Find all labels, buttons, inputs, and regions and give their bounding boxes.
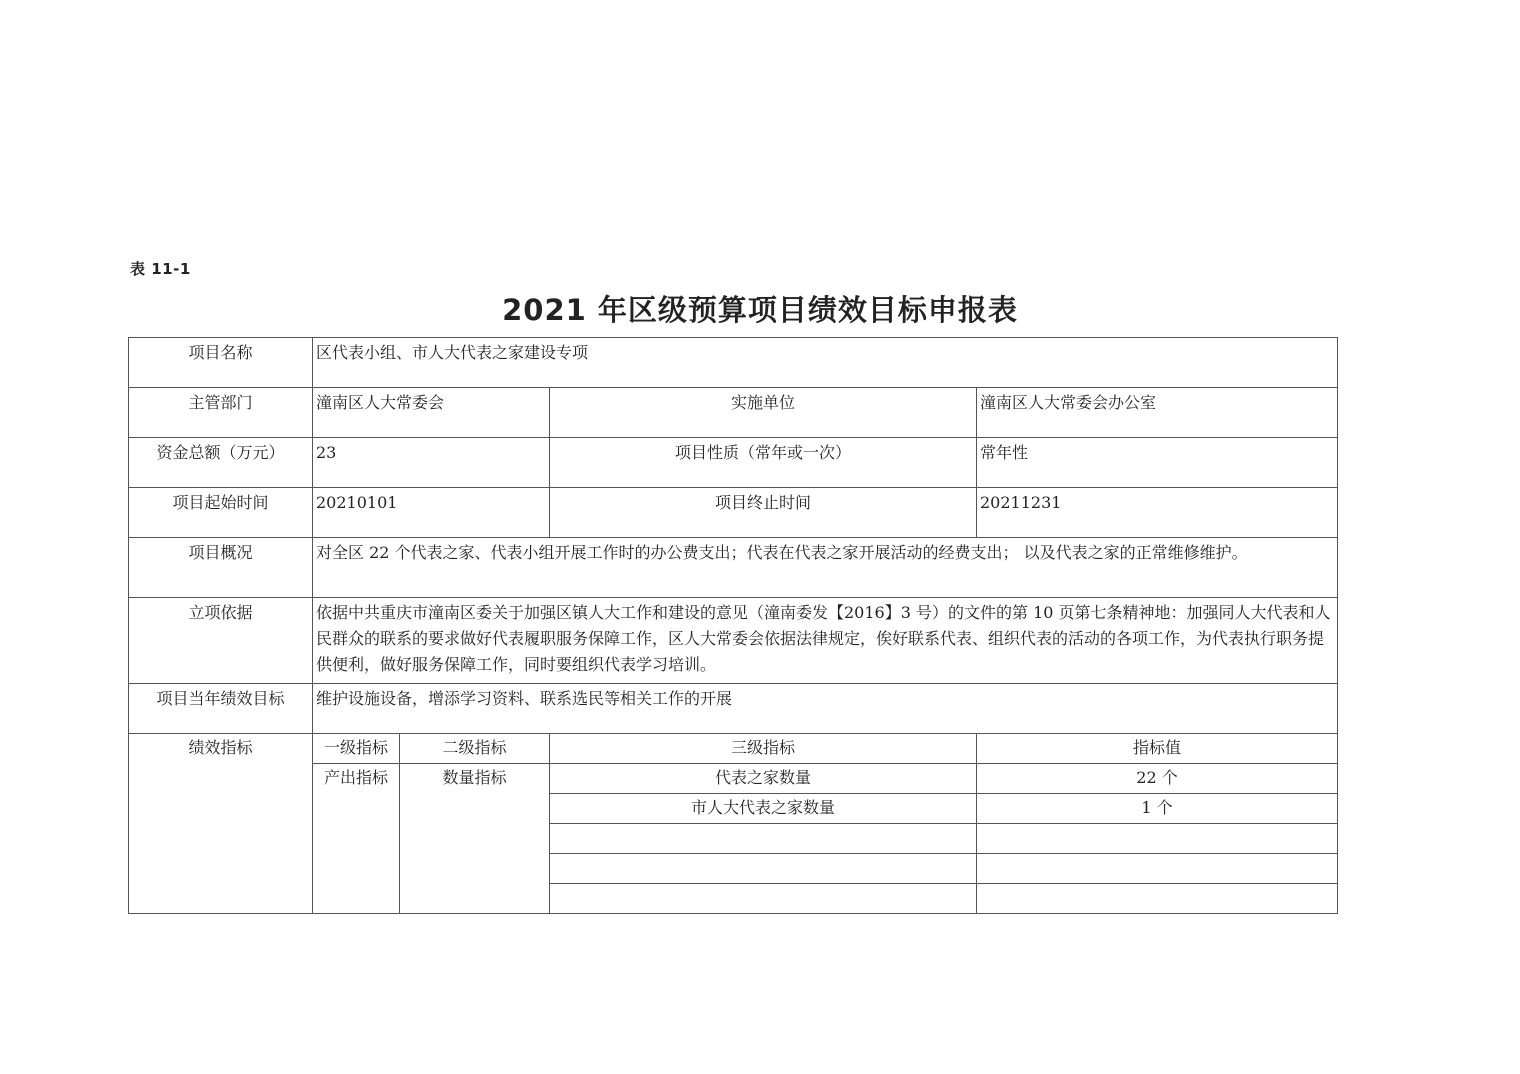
- row-basis: [129, 598, 1338, 684]
- metric-value-cell: [977, 884, 1338, 914]
- implementing-unit-value: 潼南区人大常委会办公室: [977, 388, 1338, 438]
- metric-level3-cell: [550, 824, 977, 854]
- metric-value-cell: 1 个: [977, 794, 1338, 824]
- end-date-label: 项目终止时间: [550, 488, 977, 538]
- end-date-value: 20211231: [977, 488, 1338, 538]
- quantity-metric-category: 数量指标: [400, 764, 550, 914]
- level2-header: 二级指标: [400, 734, 550, 764]
- page-title: 2021 年区级预算项目绩效目标申报表: [502, 293, 1018, 327]
- overview-label: 项目概况: [129, 538, 313, 598]
- row-funding: [129, 438, 1338, 488]
- metric-value-header: 指标值: [977, 734, 1338, 764]
- metric-value-cell: [977, 824, 1338, 854]
- fund-total-label: 资金总额（万元）: [129, 438, 313, 488]
- department-value: 潼南区人大常委会: [313, 388, 550, 438]
- row-annual-goal: [129, 684, 1338, 734]
- metrics-header-row: [129, 734, 1338, 764]
- implementing-unit-label: 实施单位: [550, 388, 977, 438]
- metric-level3-cell: [550, 884, 977, 914]
- row-dates: [129, 488, 1338, 538]
- start-date-value: 20210101: [313, 488, 550, 538]
- project-nature-value: 常年性: [977, 438, 1338, 488]
- project-name-label: 项目名称: [129, 338, 313, 388]
- metrics-label: 绩效指标: [129, 734, 313, 914]
- project-nature-label: 项目性质（常年或一次）: [550, 438, 977, 488]
- basis-value: 依据中共重庆市潼南区委关于加强区镇人大工作和建设的意见（潼南委发【2016】3 号）的文件的第 10 页第七条精神地：加强同人大代表和人民群众的联系的要求做好代表履职服务保障工作，区人大常委会依据法律规定，俟好联系代表、组织代表的活动的各项工作，为代表执行职务提供便利，做好服务保障工作，同时要组织代表学习培训。: [313, 598, 1338, 684]
- metric-level3-cell: 市人大代表之家数量: [550, 794, 977, 824]
- row-overview: [129, 538, 1338, 598]
- row-department: [129, 388, 1338, 438]
- start-date-label: 项目起始时间: [129, 488, 313, 538]
- basis-label: 立项依据: [129, 598, 313, 684]
- level1-header: 一级指标: [313, 734, 400, 764]
- metric-value-cell: [977, 854, 1338, 884]
- overview-value: 对全区 22 个代表之家、代表小组开展工作时的办公费支出；代表在代表之家开展活动的经费支出； 以及代表之家的正常维修维护。: [313, 538, 1338, 598]
- annual-goal-value: 维护设施设备，增添学习资料、联系选民等相关工作的开展: [313, 684, 1338, 734]
- table-number: 表 11-1: [130, 260, 191, 278]
- project-name-value: 区代表小组、市人大代表之家建设专项: [313, 338, 1338, 388]
- metric-level3-cell: 代表之家数量: [550, 764, 977, 794]
- annual-goal-label: 项目当年绩效目标: [129, 684, 313, 734]
- metric-value-cell: 22 个: [977, 764, 1338, 794]
- fund-total-value: 23: [313, 438, 550, 488]
- department-label: 主管部门: [129, 388, 313, 438]
- row-project-name: [129, 338, 1338, 388]
- metric-level3-cell: [550, 854, 977, 884]
- level3-header: 三级指标: [550, 734, 977, 764]
- performance-target-table: [128, 337, 1338, 914]
- output-metric-category: 产出指标: [313, 764, 400, 914]
